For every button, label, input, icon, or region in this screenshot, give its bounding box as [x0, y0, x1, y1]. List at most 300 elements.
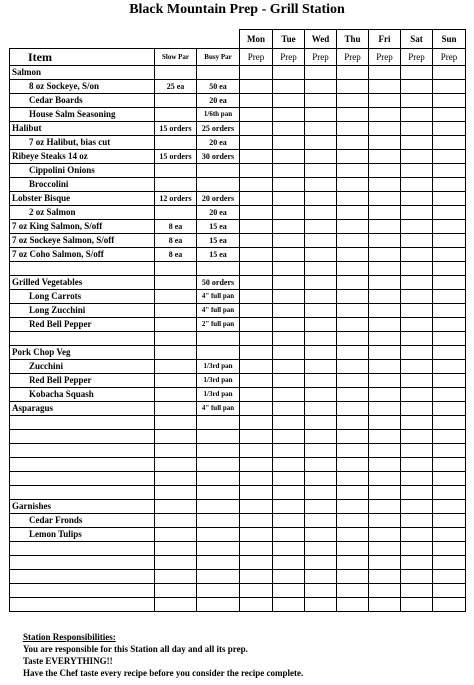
prep-cell-thu[interactable]: [337, 94, 369, 108]
prep-cell-tue[interactable]: [273, 542, 305, 556]
prep-cell-sun[interactable]: [433, 374, 466, 388]
prep-cell-wed[interactable]: [305, 346, 337, 360]
prep-cell-tue[interactable]: [273, 374, 305, 388]
prep-cell-wed[interactable]: [305, 500, 337, 514]
prep-cell-sun[interactable]: [433, 556, 466, 570]
prep-cell-thu[interactable]: [337, 402, 369, 416]
item-name: Zucchini: [10, 360, 155, 374]
prep-cell-sat[interactable]: [401, 66, 433, 80]
prep-cell-tue[interactable]: [273, 206, 305, 220]
prep-cell-wed[interactable]: [305, 94, 337, 108]
prep-cell-sat[interactable]: [401, 360, 433, 374]
prep-cell-fri[interactable]: [369, 66, 401, 80]
prep-cell-tue[interactable]: [273, 164, 305, 178]
prep-cell-fri[interactable]: [369, 276, 401, 290]
prep-cell-wed[interactable]: [305, 598, 337, 612]
prep-cell-thu[interactable]: [337, 332, 369, 346]
prep-cell-thu[interactable]: [337, 150, 369, 164]
prep-cell-sat[interactable]: [401, 514, 433, 528]
prep-cell-sat[interactable]: [401, 136, 433, 150]
prep-cell-wed[interactable]: [305, 430, 337, 444]
prep-cell-thu[interactable]: [337, 500, 369, 514]
prep-cell-wed[interactable]: [305, 556, 337, 570]
prep-cell-thu[interactable]: [337, 486, 369, 500]
busy-par-value: [197, 584, 240, 598]
prep-cell-sun[interactable]: [433, 528, 466, 542]
prep-cell-wed[interactable]: [305, 206, 337, 220]
slow-par-value: [155, 332, 197, 346]
busy-par-value: 2" full pan: [197, 318, 240, 332]
prep-cell-sat[interactable]: [401, 192, 433, 206]
prep-cell-mon[interactable]: [240, 486, 273, 500]
prep-cell-tue[interactable]: [273, 556, 305, 570]
prep-cell-fri[interactable]: [369, 430, 401, 444]
responsibility-line: You are responsible for this Station all day and all its prep.: [23, 644, 248, 654]
item-column-header: Item: [10, 49, 155, 66]
prep-cell-fri[interactable]: [369, 108, 401, 122]
prep-cell-tue[interactable]: [273, 304, 305, 318]
prep-cell-thu[interactable]: [337, 360, 369, 374]
prep-cell-mon[interactable]: [240, 570, 273, 584]
prep-cell-wed[interactable]: [305, 402, 337, 416]
prep-cell-sun[interactable]: [433, 206, 466, 220]
prep-cell-sun[interactable]: [433, 234, 466, 248]
prep-cell-sun[interactable]: [433, 192, 466, 206]
prep-cell-sat[interactable]: [401, 318, 433, 332]
busy-par-value: 20 ea: [197, 136, 240, 150]
busy-par-value: [197, 542, 240, 556]
prep-cell-fri[interactable]: [369, 514, 401, 528]
prep-cell-tue[interactable]: [273, 430, 305, 444]
prep-cell-tue[interactable]: [273, 570, 305, 584]
prep-cell-wed[interactable]: [305, 570, 337, 584]
busy-par-column-header: Busy Par: [197, 49, 240, 66]
prep-cell-sun[interactable]: [433, 150, 466, 164]
prep-cell-sun[interactable]: [433, 444, 466, 458]
prep-cell-sat[interactable]: [401, 458, 433, 472]
prep-cell-mon[interactable]: [240, 416, 273, 430]
prep-cell-sun[interactable]: [433, 514, 466, 528]
prep-cell-sat[interactable]: [401, 234, 433, 248]
header-spacer: [10, 30, 240, 49]
prep-cell-fri[interactable]: [369, 598, 401, 612]
prep-cell-thu[interactable]: [337, 346, 369, 360]
prep-cell-tue[interactable]: [273, 346, 305, 360]
prep-cell-tue[interactable]: [273, 192, 305, 206]
prep-cell-sun[interactable]: [433, 80, 466, 94]
prep-cell-mon[interactable]: [240, 66, 273, 80]
prep-cell-tue[interactable]: [273, 136, 305, 150]
prep-cell-wed[interactable]: [305, 80, 337, 94]
prep-cell-sun[interactable]: [433, 136, 466, 150]
prep-cell-wed[interactable]: [305, 514, 337, 528]
prep-cell-wed[interactable]: [305, 374, 337, 388]
prep-cell-fri[interactable]: [369, 262, 401, 276]
prep-cell-wed[interactable]: [305, 528, 337, 542]
prep-cell-tue[interactable]: [273, 248, 305, 262]
prep-cell-fri[interactable]: [369, 248, 401, 262]
prep-cell-thu[interactable]: [337, 178, 369, 192]
prep-cell-sun[interactable]: [433, 220, 466, 234]
prep-cell-sun[interactable]: [433, 318, 466, 332]
prep-cell-fri[interactable]: [369, 234, 401, 248]
prep-cell-sun[interactable]: [433, 262, 466, 276]
prep-cell-tue[interactable]: [273, 318, 305, 332]
prep-cell-sat[interactable]: [401, 346, 433, 360]
prep-cell-thu[interactable]: [337, 472, 369, 486]
prep-cell-fri[interactable]: [369, 332, 401, 346]
prep-cell-tue[interactable]: [273, 360, 305, 374]
prep-cell-sun[interactable]: [433, 248, 466, 262]
prep-cell-fri[interactable]: [369, 136, 401, 150]
prep-cell-sat[interactable]: [401, 542, 433, 556]
prep-cell-thu[interactable]: [337, 388, 369, 402]
prep-cell-mon[interactable]: [240, 388, 273, 402]
prep-cell-sat[interactable]: [401, 528, 433, 542]
prep-cell-wed[interactable]: [305, 584, 337, 598]
prep-cell-fri[interactable]: [369, 360, 401, 374]
prep-cell-fri[interactable]: [369, 374, 401, 388]
item-name: [10, 570, 155, 584]
prep-cell-sun[interactable]: [433, 542, 466, 556]
prep-cell-thu[interactable]: [337, 248, 369, 262]
prep-cell-wed[interactable]: [305, 136, 337, 150]
prep-cell-wed[interactable]: [305, 318, 337, 332]
prep-cell-tue[interactable]: [273, 332, 305, 346]
prep-cell-wed[interactable]: [305, 332, 337, 346]
prep-cell-tue[interactable]: [273, 500, 305, 514]
item-name: 7 oz Halibut, bias cut: [10, 136, 155, 150]
prep-cell-sat[interactable]: [401, 94, 433, 108]
prep-cell-wed[interactable]: [305, 276, 337, 290]
prep-cell-mon[interactable]: [240, 108, 273, 122]
prep-cell-sun[interactable]: [433, 304, 466, 318]
prep-cell-sat[interactable]: [401, 150, 433, 164]
prep-cell-sat[interactable]: [401, 276, 433, 290]
prep-cell-fri[interactable]: [369, 94, 401, 108]
prep-cell-mon[interactable]: [240, 248, 273, 262]
prep-cell-mon[interactable]: [240, 332, 273, 346]
prep-cell-fri[interactable]: [369, 570, 401, 584]
prep-cell-sat[interactable]: [401, 444, 433, 458]
prep-cell-thu[interactable]: [337, 430, 369, 444]
day-header-mon: Mon: [240, 30, 273, 49]
prep-cell-wed[interactable]: [305, 108, 337, 122]
prep-cell-thu[interactable]: [337, 556, 369, 570]
prep-cell-wed[interactable]: [305, 416, 337, 430]
slow-par-value: [155, 290, 197, 304]
prep-cell-fri[interactable]: [369, 122, 401, 136]
prep-cell-sat[interactable]: [401, 472, 433, 486]
prep-cell-wed[interactable]: [305, 178, 337, 192]
prep-cell-mon[interactable]: [240, 430, 273, 444]
prep-cell-fri[interactable]: [369, 192, 401, 206]
prep-cell-sat[interactable]: [401, 178, 433, 192]
prep-cell-tue[interactable]: [273, 444, 305, 458]
prep-cell-sat[interactable]: [401, 304, 433, 318]
prep-cell-sun[interactable]: [433, 486, 466, 500]
prep-cell-thu[interactable]: [337, 374, 369, 388]
prep-cell-sun[interactable]: [433, 570, 466, 584]
prep-cell-thu[interactable]: [337, 108, 369, 122]
prep-cell-sat[interactable]: [401, 556, 433, 570]
prep-cell-wed[interactable]: [305, 150, 337, 164]
prep-cell-tue[interactable]: [273, 290, 305, 304]
prep-cell-mon[interactable]: [240, 514, 273, 528]
prep-cell-thu[interactable]: [337, 570, 369, 584]
prep-cell-tue[interactable]: [273, 402, 305, 416]
prep-cell-sat[interactable]: [401, 290, 433, 304]
prep-cell-mon[interactable]: [240, 136, 273, 150]
prep-cell-sat[interactable]: [401, 402, 433, 416]
prep-cell-tue[interactable]: [273, 108, 305, 122]
table-row: [10, 402, 466, 416]
prep-cell-sat[interactable]: [401, 416, 433, 430]
prep-cell-sat[interactable]: [401, 500, 433, 514]
item-name: [10, 542, 155, 556]
prep-cell-tue[interactable]: [273, 80, 305, 94]
prep-cell-sun[interactable]: [433, 402, 466, 416]
prep-cell-sun[interactable]: [433, 108, 466, 122]
prep-cell-thu[interactable]: [337, 220, 369, 234]
prep-cell-sun[interactable]: [433, 416, 466, 430]
prep-cell-sat[interactable]: [401, 108, 433, 122]
prep-cell-sat[interactable]: [401, 262, 433, 276]
prep-cell-wed[interactable]: [305, 192, 337, 206]
prep-cell-wed[interactable]: [305, 304, 337, 318]
prep-cell-sat[interactable]: [401, 164, 433, 178]
prep-cell-fri[interactable]: [369, 416, 401, 430]
prep-cell-mon[interactable]: [240, 220, 273, 234]
prep-cell-thu[interactable]: [337, 416, 369, 430]
page-title: Black Mountain Prep - Grill Station: [129, 2, 345, 17]
prep-cell-tue[interactable]: [273, 584, 305, 598]
prep-cell-mon[interactable]: [240, 528, 273, 542]
prep-cell-mon[interactable]: [240, 444, 273, 458]
prep-cell-thu[interactable]: [337, 66, 369, 80]
prep-cell-wed[interactable]: [305, 458, 337, 472]
prep-cell-mon[interactable]: [240, 262, 273, 276]
prep-cell-wed[interactable]: [305, 262, 337, 276]
prep-cell-sat[interactable]: [401, 206, 433, 220]
prep-cell-thu[interactable]: [337, 80, 369, 94]
prep-cell-thu[interactable]: [337, 276, 369, 290]
prep-cell-sat[interactable]: [401, 122, 433, 136]
prep-cell-sun[interactable]: [433, 584, 466, 598]
prep-cell-sun[interactable]: [433, 360, 466, 374]
prep-cell-thu[interactable]: [337, 234, 369, 248]
prep-cell-thu[interactable]: [337, 598, 369, 612]
prep-cell-sat[interactable]: [401, 430, 433, 444]
slow-par-value: 15 orders: [155, 122, 197, 136]
prep-cell-sun[interactable]: [433, 332, 466, 346]
slow-par-value: [155, 486, 197, 500]
prep-cell-thu[interactable]: [337, 318, 369, 332]
prep-cell-fri[interactable]: [369, 206, 401, 220]
prep-cell-sun[interactable]: [433, 598, 466, 612]
prep-cell-thu[interactable]: [337, 136, 369, 150]
prep-cell-wed[interactable]: [305, 234, 337, 248]
prep-cell-fri[interactable]: [369, 444, 401, 458]
prep-cell-mon[interactable]: [240, 458, 273, 472]
prep-cell-thu[interactable]: [337, 192, 369, 206]
prep-cell-thu[interactable]: [337, 458, 369, 472]
prep-cell-sun[interactable]: [433, 276, 466, 290]
table-row: [10, 444, 466, 458]
prep-cell-sun[interactable]: [433, 472, 466, 486]
prep-cell-tue[interactable]: [273, 458, 305, 472]
prep-cell-mon[interactable]: [240, 598, 273, 612]
prep-cell-sun[interactable]: [433, 388, 466, 402]
prep-cell-wed[interactable]: [305, 66, 337, 80]
prep-cell-thu[interactable]: [337, 514, 369, 528]
prep-cell-sun[interactable]: [433, 66, 466, 80]
table-row: [10, 108, 466, 122]
prep-cell-mon[interactable]: [240, 304, 273, 318]
prep-cell-mon[interactable]: [240, 472, 273, 486]
prep-cell-tue[interactable]: [273, 514, 305, 528]
prep-cell-mon[interactable]: [240, 360, 273, 374]
prep-cell-sun[interactable]: [433, 164, 466, 178]
prep-cell-sun[interactable]: [433, 122, 466, 136]
prep-cell-tue[interactable]: [273, 234, 305, 248]
prep-cell-wed[interactable]: [305, 360, 337, 374]
prep-cell-wed[interactable]: [305, 290, 337, 304]
prep-cell-tue[interactable]: [273, 598, 305, 612]
table-row: [10, 332, 466, 346]
prep-cell-fri[interactable]: [369, 458, 401, 472]
prep-cell-tue[interactable]: [273, 472, 305, 486]
prep-cell-fri[interactable]: [369, 472, 401, 486]
prep-cell-sun[interactable]: [433, 430, 466, 444]
prep-cell-thu[interactable]: [337, 122, 369, 136]
prep-cell-sat[interactable]: [401, 486, 433, 500]
prep-cell-wed[interactable]: [305, 388, 337, 402]
prep-cell-mon[interactable]: [240, 374, 273, 388]
prep-cell-thu[interactable]: [337, 584, 369, 598]
prep-cell-mon[interactable]: [240, 402, 273, 416]
prep-label-fri: Prep: [369, 49, 401, 66]
prep-cell-sun[interactable]: [433, 500, 466, 514]
prep-cell-tue[interactable]: [273, 416, 305, 430]
prep-cell-mon[interactable]: [240, 500, 273, 514]
prep-cell-tue[interactable]: [273, 150, 305, 164]
prep-cell-mon[interactable]: [240, 276, 273, 290]
prep-cell-mon[interactable]: [240, 290, 273, 304]
prep-cell-sun[interactable]: [433, 94, 466, 108]
prep-cell-fri[interactable]: [369, 528, 401, 542]
prep-cell-tue[interactable]: [273, 528, 305, 542]
prep-cell-sun[interactable]: [433, 458, 466, 472]
prep-cell-thu[interactable]: [337, 164, 369, 178]
prep-cell-sat[interactable]: [401, 374, 433, 388]
prep-cell-mon[interactable]: [240, 234, 273, 248]
prep-cell-tue[interactable]: [273, 66, 305, 80]
prep-cell-sat[interactable]: [401, 332, 433, 346]
prep-cell-mon[interactable]: [240, 178, 273, 192]
prep-cell-fri[interactable]: [369, 542, 401, 556]
prep-cell-fri[interactable]: [369, 164, 401, 178]
prep-cell-fri[interactable]: [369, 346, 401, 360]
prep-cell-sat[interactable]: [401, 570, 433, 584]
prep-cell-fri[interactable]: [369, 584, 401, 598]
prep-cell-tue[interactable]: [273, 486, 305, 500]
prep-cell-mon[interactable]: [240, 584, 273, 598]
prep-cell-sat[interactable]: [401, 584, 433, 598]
prep-cell-tue[interactable]: [273, 388, 305, 402]
prep-cell-wed[interactable]: [305, 486, 337, 500]
prep-cell-wed[interactable]: [305, 542, 337, 556]
prep-cell-fri[interactable]: [369, 178, 401, 192]
prep-cell-mon[interactable]: [240, 206, 273, 220]
prep-cell-mon[interactable]: [240, 192, 273, 206]
prep-cell-tue[interactable]: [273, 178, 305, 192]
prep-cell-mon[interactable]: [240, 164, 273, 178]
prep-cell-sun[interactable]: [433, 346, 466, 360]
prep-cell-tue[interactable]: [273, 220, 305, 234]
prep-cell-sun[interactable]: [433, 178, 466, 192]
prep-cell-mon[interactable]: [240, 122, 273, 136]
prep-cell-fri[interactable]: [369, 150, 401, 164]
prep-cell-fri[interactable]: [369, 318, 401, 332]
prep-cell-fri[interactable]: [369, 388, 401, 402]
prep-cell-fri[interactable]: [369, 556, 401, 570]
prep-cell-thu[interactable]: [337, 528, 369, 542]
prep-cell-tue[interactable]: [273, 276, 305, 290]
prep-cell-wed[interactable]: [305, 122, 337, 136]
prep-cell-wed[interactable]: [305, 248, 337, 262]
prep-cell-mon[interactable]: [240, 556, 273, 570]
prep-cell-wed[interactable]: [305, 164, 337, 178]
prep-cell-mon[interactable]: [240, 150, 273, 164]
prep-cell-fri[interactable]: [369, 304, 401, 318]
prep-cell-thu[interactable]: [337, 542, 369, 556]
prep-cell-thu[interactable]: [337, 206, 369, 220]
prep-cell-mon[interactable]: [240, 346, 273, 360]
prep-cell-sat[interactable]: [401, 220, 433, 234]
prep-cell-mon[interactable]: [240, 80, 273, 94]
prep-cell-sun[interactable]: [433, 290, 466, 304]
table-row: [10, 136, 466, 150]
prep-cell-sat[interactable]: [401, 598, 433, 612]
prep-cell-tue[interactable]: [273, 94, 305, 108]
prep-cell-sat[interactable]: [401, 248, 433, 262]
prep-cell-thu[interactable]: [337, 304, 369, 318]
prep-cell-wed[interactable]: [305, 472, 337, 486]
prep-cell-thu[interactable]: [337, 290, 369, 304]
busy-par-value: [197, 178, 240, 192]
prep-cell-mon[interactable]: [240, 318, 273, 332]
prep-cell-sat[interactable]: [401, 388, 433, 402]
prep-cell-fri[interactable]: [369, 500, 401, 514]
prep-cell-tue[interactable]: [273, 262, 305, 276]
prep-cell-fri[interactable]: [369, 220, 401, 234]
prep-cell-mon[interactable]: [240, 542, 273, 556]
prep-cell-fri[interactable]: [369, 486, 401, 500]
prep-cell-mon[interactable]: [240, 94, 273, 108]
prep-cell-thu[interactable]: [337, 444, 369, 458]
prep-cell-fri[interactable]: [369, 80, 401, 94]
prep-cell-fri[interactable]: [369, 402, 401, 416]
prep-cell-wed[interactable]: [305, 220, 337, 234]
prep-cell-thu[interactable]: [337, 262, 369, 276]
prep-cell-sat[interactable]: [401, 80, 433, 94]
slow-par-value: [155, 178, 197, 192]
prep-cell-wed[interactable]: [305, 444, 337, 458]
prep-cell-tue[interactable]: [273, 122, 305, 136]
item-name: Grilled Vegetables: [10, 276, 155, 290]
prep-cell-fri[interactable]: [369, 290, 401, 304]
